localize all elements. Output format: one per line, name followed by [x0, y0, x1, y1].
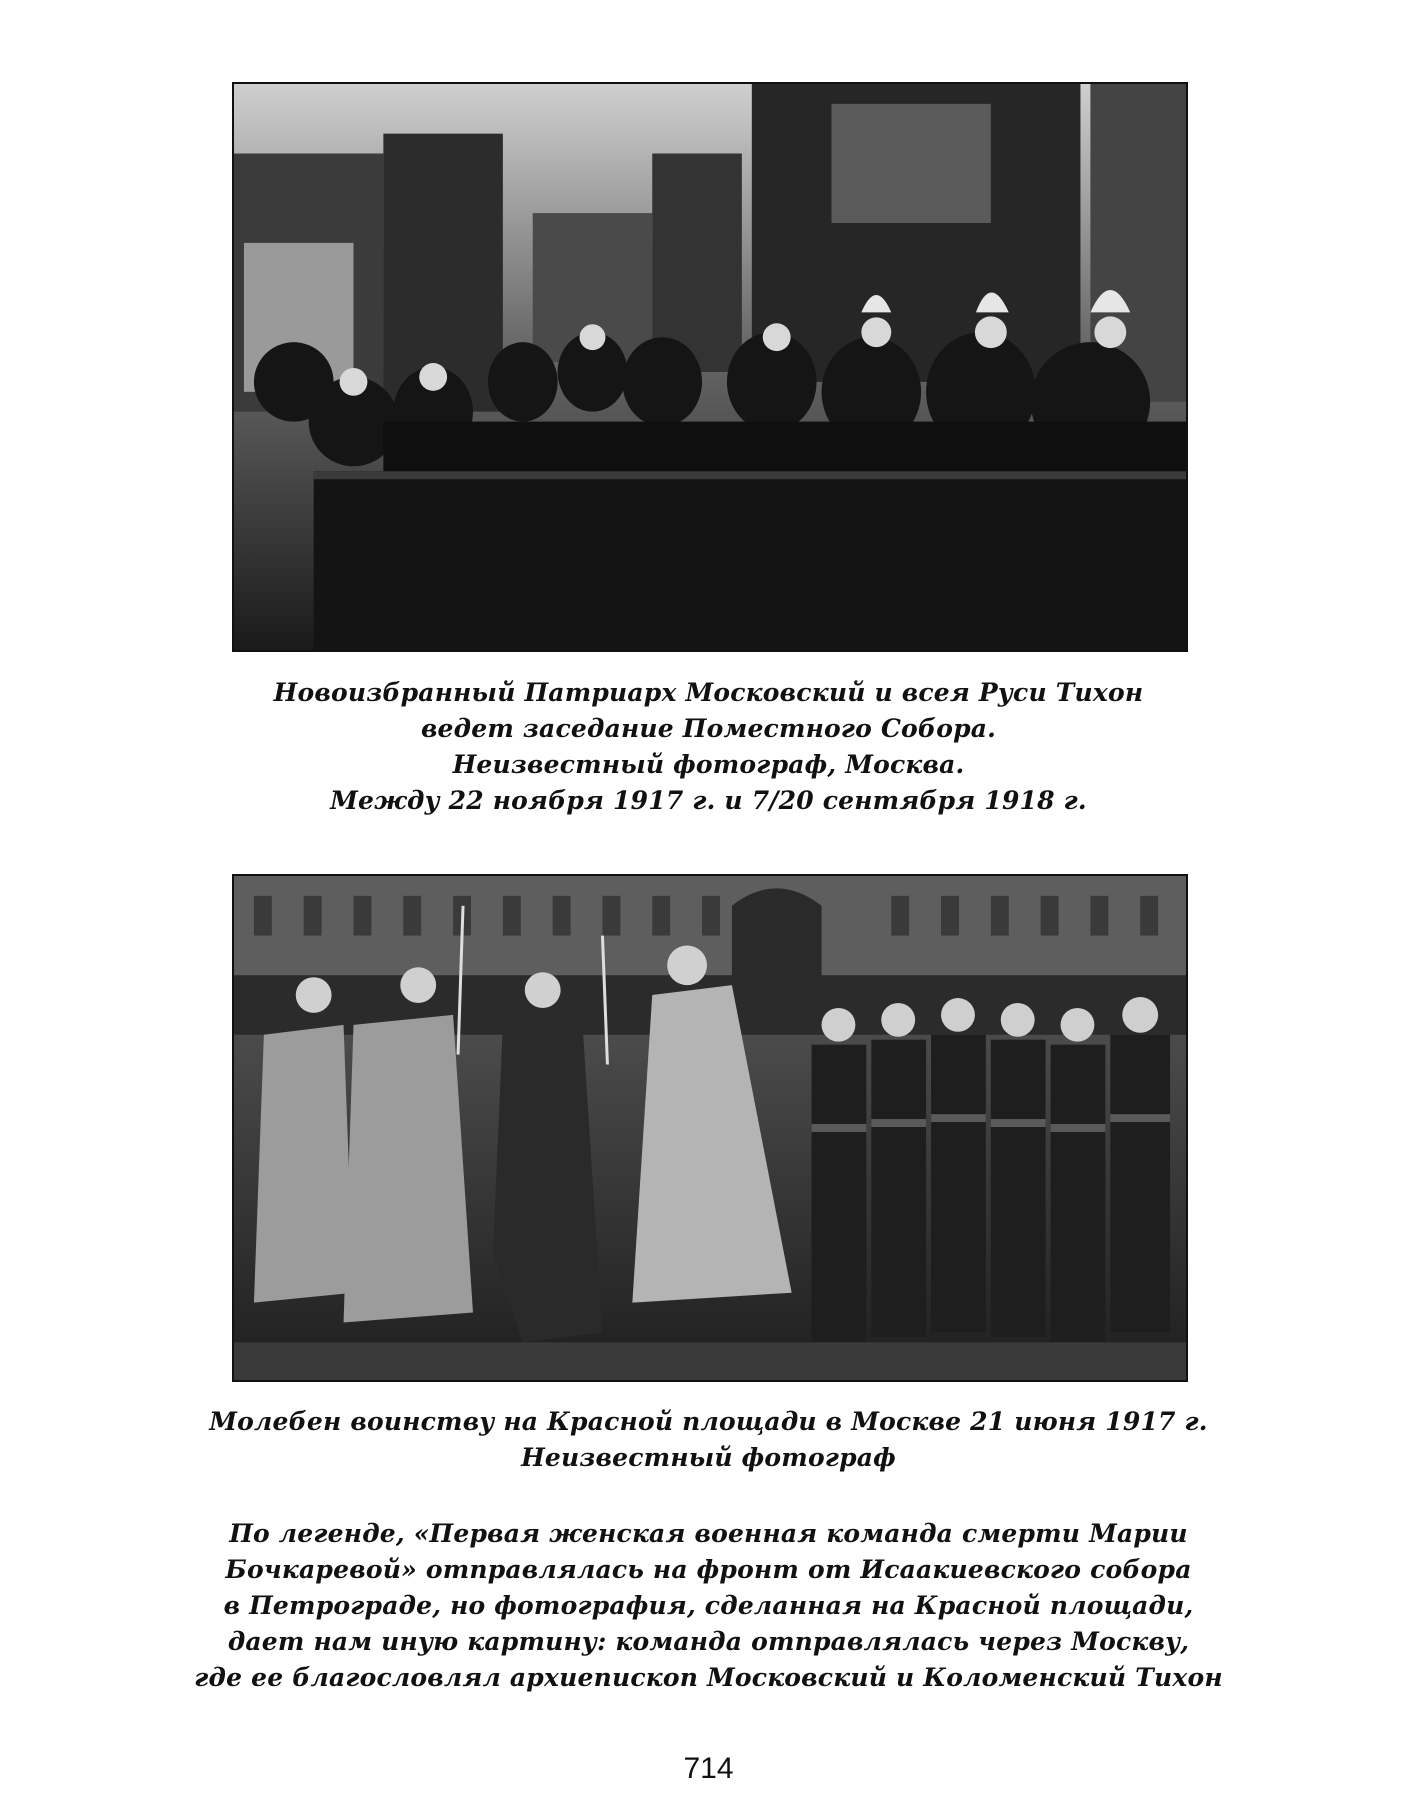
legend-note [150, 1516, 1267, 1696]
caption-line: Между 22 ноября 1917 г. и 7/20 сентября 1918 г. [330, 786, 1087, 815]
note-line: в Петрограде, но фотография, сделанная на Красной площади, [223, 1591, 1194, 1620]
red-square-prayer-photo [232, 874, 1188, 1382]
note-line: где ее благословлял архиепископ Московский и Коломенский Тихон [194, 1663, 1223, 1692]
caption-line: Молебен воинству на Красной площади в Москве 21 июня 1917 г. [209, 1407, 1208, 1436]
note-line: дает нам иную картину: команда отправлялась через Москву, [227, 1627, 1190, 1656]
caption-line: Неизвестный фотограф, Москва. [452, 750, 965, 779]
page-number: 714 [683, 1752, 734, 1785]
photo-caption-2 [150, 1404, 1267, 1476]
council-session-image [234, 84, 1186, 650]
council-session-photo [232, 82, 1188, 652]
red-square-prayer-image [234, 876, 1186, 1380]
photo-caption-1 [150, 675, 1267, 819]
note-line: Бочкаревой» отправлялась на фронт от Исаакиевского собора [225, 1555, 1192, 1584]
note-line: По легенде, «Первая женская военная команда смерти Марии [229, 1519, 1188, 1548]
caption-line: ведет заседание Поместного Собора. [420, 714, 997, 743]
caption-line: Новоизбранный Патриарх Московский и всея Руси Тихон [273, 678, 1144, 707]
caption-line: Неизвестный фотограф [521, 1443, 896, 1472]
